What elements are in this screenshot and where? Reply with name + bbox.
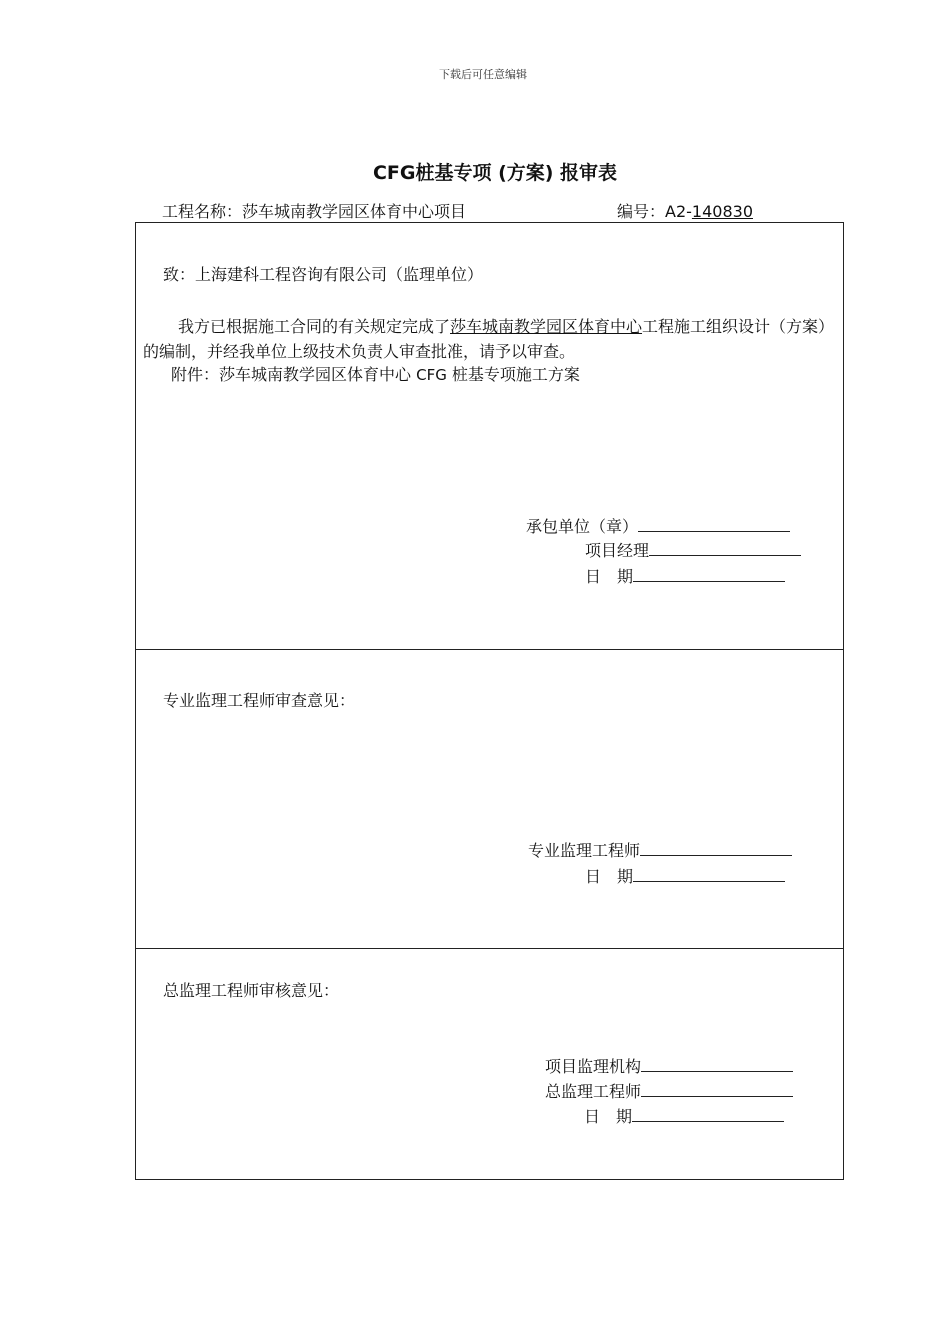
contractor-blank[interactable]	[638, 512, 790, 532]
project-name-value: 莎车城南教学园区体育中心项目	[242, 202, 467, 221]
org-signature-line	[545, 1052, 793, 1079]
contractor-label: 承包单位（章）	[526, 517, 639, 536]
submission-section	[135, 222, 844, 650]
form-number-label: 编号：	[617, 202, 666, 221]
attachment-line	[171, 363, 580, 387]
attachment-prefix: 附件：莎车城南教学园区体育中心	[171, 365, 417, 384]
engineer-review-heading: 专业监理工程师审查意见：	[163, 691, 356, 710]
chief-review-section	[135, 948, 844, 1180]
manager-label: 项目经理	[585, 541, 650, 560]
project-name-field	[162, 199, 466, 222]
submission-statement	[143, 314, 843, 364]
attachment-suffix: 桩基专项施工方案	[446, 365, 580, 384]
org-label: 项目监理机构	[545, 1057, 642, 1076]
engineer-review-section	[135, 649, 844, 949]
date-blank[interactable]	[633, 562, 785, 582]
org-blank[interactable]	[641, 1052, 793, 1072]
statement-project-name: 莎车城南教学园区体育中心	[450, 317, 643, 336]
chief-date-line	[584, 1102, 784, 1129]
chief-date-label: 日 期	[584, 1107, 633, 1126]
engineer-date-line	[585, 862, 785, 889]
form-number-code: 140830	[691, 202, 753, 221]
form-number-prefix: A2-	[665, 202, 692, 221]
date-label: 日 期	[585, 567, 634, 586]
page-header-note: 下载后可任意编辑	[439, 68, 527, 81]
engineer-date-blank[interactable]	[633, 862, 785, 882]
addressee-line: 致：上海建科工程咨询有限公司（监理单位）	[163, 265, 484, 284]
contractor-signature-line	[526, 512, 790, 539]
chief-date-blank[interactable]	[632, 1102, 784, 1122]
engineer-signature-line	[528, 836, 792, 863]
form-number-field	[617, 199, 753, 222]
chief-blank[interactable]	[641, 1077, 793, 1097]
chief-review-heading: 总监理工程师审核意见：	[163, 981, 340, 1000]
statement-suffix: 工程施工组织设计（方案）的编制，并经我单位上级技术负责人审查批准，请予以审查。	[143, 317, 835, 361]
attachment-code: CFG	[416, 366, 447, 384]
manager-signature-line	[585, 536, 801, 563]
engineer-blank[interactable]	[640, 836, 792, 856]
engineer-date-label: 日 期	[585, 867, 634, 886]
project-name-label: 工程名称：	[162, 202, 243, 221]
form-title: CFG桩基专项 (方案) 报审表	[372, 162, 618, 184]
date-signature-line	[585, 562, 785, 589]
statement-prefix: 我方已根据施工合同的有关规定完成了	[178, 317, 451, 336]
engineer-label: 专业监理工程师	[528, 841, 641, 860]
manager-blank[interactable]	[649, 536, 801, 556]
chief-signature-line	[545, 1077, 793, 1104]
chief-label: 总监理工程师	[545, 1082, 642, 1101]
